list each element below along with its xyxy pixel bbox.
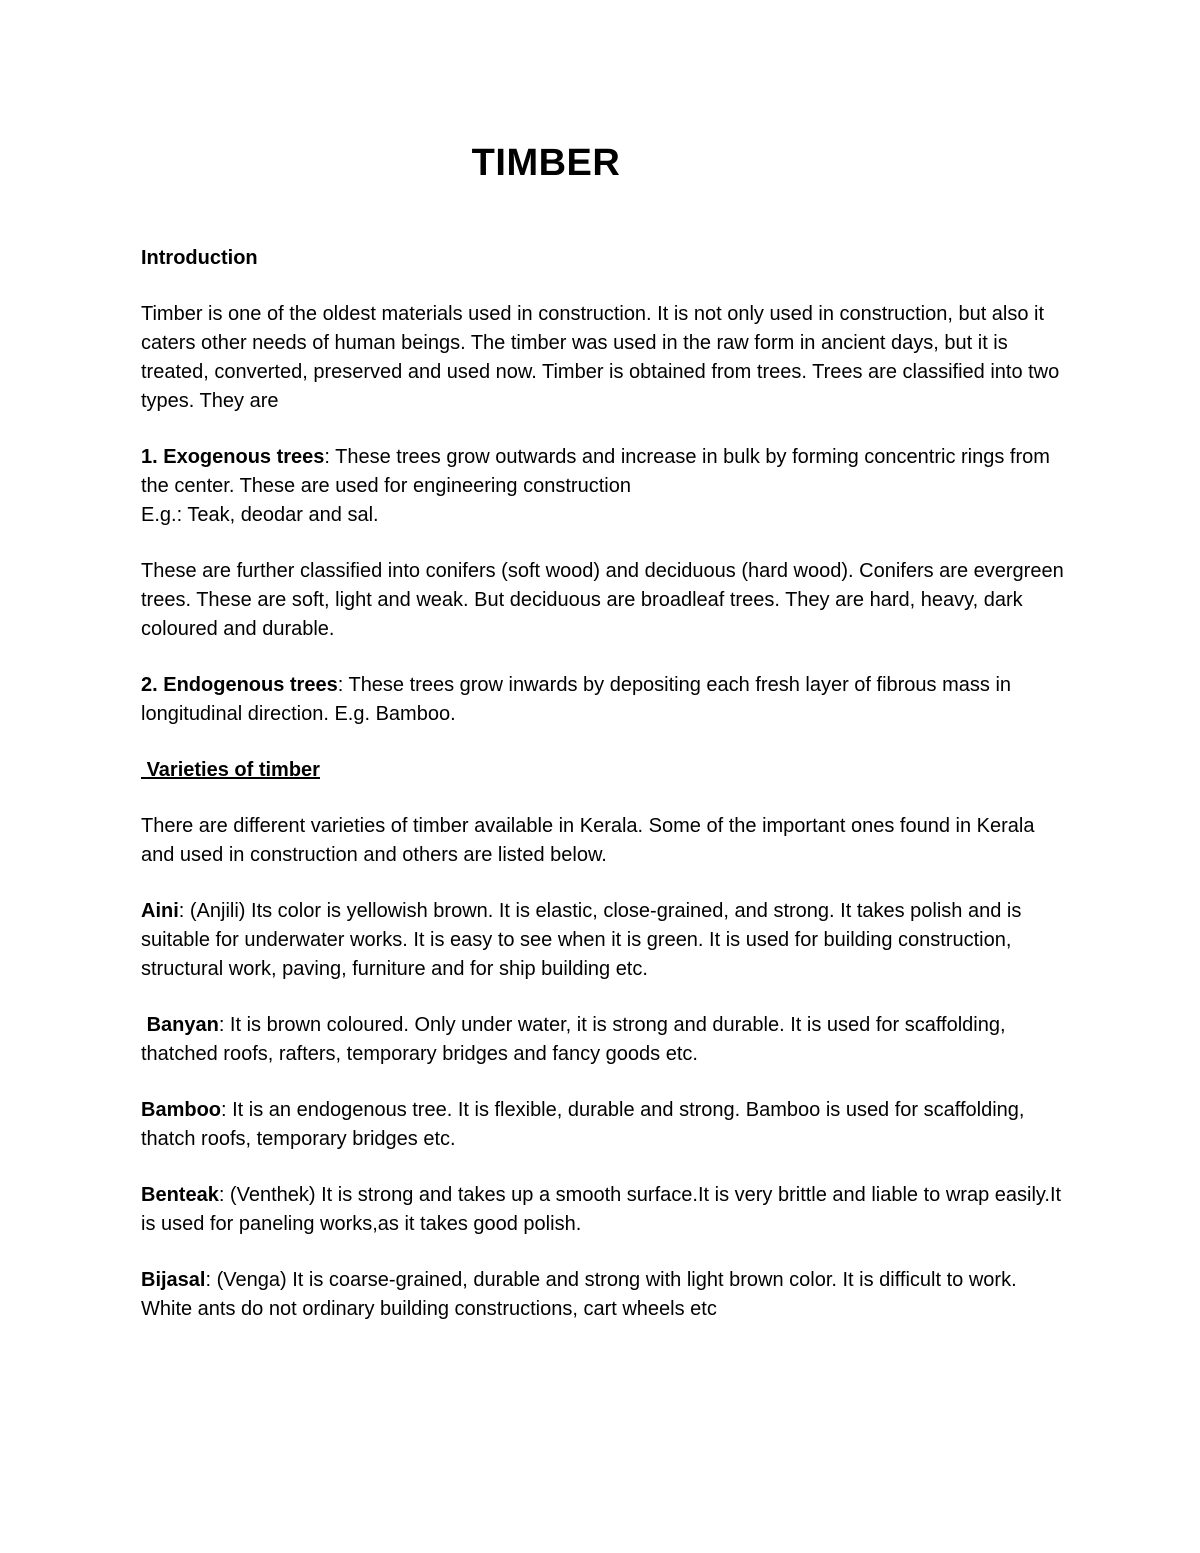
variety-name: Aini (141, 900, 179, 922)
exogenous-paragraph (141, 443, 1066, 501)
variety-bamboo (141, 1096, 1066, 1154)
endogenous-text: : These trees grow inwards by depositing each fresh layer of fibrous mass in longitudinal direction. E.g. Bamboo. (141, 674, 1012, 725)
variety-name: Bijasal (141, 1269, 206, 1291)
varieties-heading (141, 759, 320, 781)
varieties-intro: There are different varieties of timber available in Kerala. Some of the important ones found in Kerala and used in construction and others are listed below. (141, 815, 1035, 866)
document-body (141, 244, 1066, 1324)
variety-name: Benteak (141, 1184, 219, 1206)
variety-bijasal (141, 1266, 1066, 1324)
endogenous-term: 2. Endogenous trees (141, 674, 338, 696)
variety-text: : (Venga) It is coarse-grained, durable and strong with light brown color. It is difficult to work. White ants do not ordinary building constructions, cart wheels etc (141, 1269, 1017, 1320)
varieties-heading-line (141, 756, 1066, 785)
exogenous-example: E.g.: Teak, deodar and sal. (141, 504, 379, 526)
variety-text: : (Anjili) Its color is yellowish brown. It is elastic, close-grained, and strong. It takes polish and is suitable for underwater works. It is easy to see when it is green. It is used for building construction, structural work, paving, furniture and for ship building etc. (141, 900, 1022, 980)
document-title: TIMBER (471, 142, 621, 184)
variety-name: Bamboo (141, 1099, 221, 1121)
exogenous-term: 1. Exogenous trees (141, 446, 325, 468)
variety-banyan (141, 1011, 1066, 1069)
variety-name: Banyan (146, 1014, 219, 1036)
varieties-heading-text: Varieties of timber (146, 759, 320, 781)
variety-aini (141, 897, 1066, 984)
classification-paragraph: These are further classified into conifers (soft wood) and deciduous (hard wood). Conifers are evergreen trees. These are soft, light and weak. But deciduous are broadleaf trees. They are hard, heavy, dark coloured and durable. (141, 560, 1064, 640)
variety-benteak (141, 1181, 1066, 1239)
variety-text: : It is brown coloured. Only under water, it is strong and durable. It is used for scaffolding, thatched roofs, rafters, temporary bridges and fancy goods etc. (141, 1014, 1006, 1065)
endogenous-paragraph (141, 671, 1066, 729)
exogenous-text: : These trees grow outwards and increase in bulk by forming concentric rings from the center. These are used for engineering construction (141, 446, 1050, 497)
intro-paragraph: Timber is one of the oldest materials used in construction. It is not only used in construction, but also it caters other needs of human beings. The timber was used in the raw form in ancient days, but it is treated, converted, preserved and used now. Timber is obtained from trees. Trees are classified into two types. They are (141, 303, 1060, 412)
variety-text: : (Venthek) It is strong and takes up a smooth surface.It is very brittle and liable to wrap easily.It is used for paneling works,as it takes good polish. (141, 1184, 1062, 1235)
intro-heading: Introduction (141, 247, 258, 269)
variety-text: : It is an endogenous tree. It is flexible, durable and strong. Bamboo is used for scaffolding, thatch roofs, temporary bridges etc. (141, 1099, 1025, 1150)
